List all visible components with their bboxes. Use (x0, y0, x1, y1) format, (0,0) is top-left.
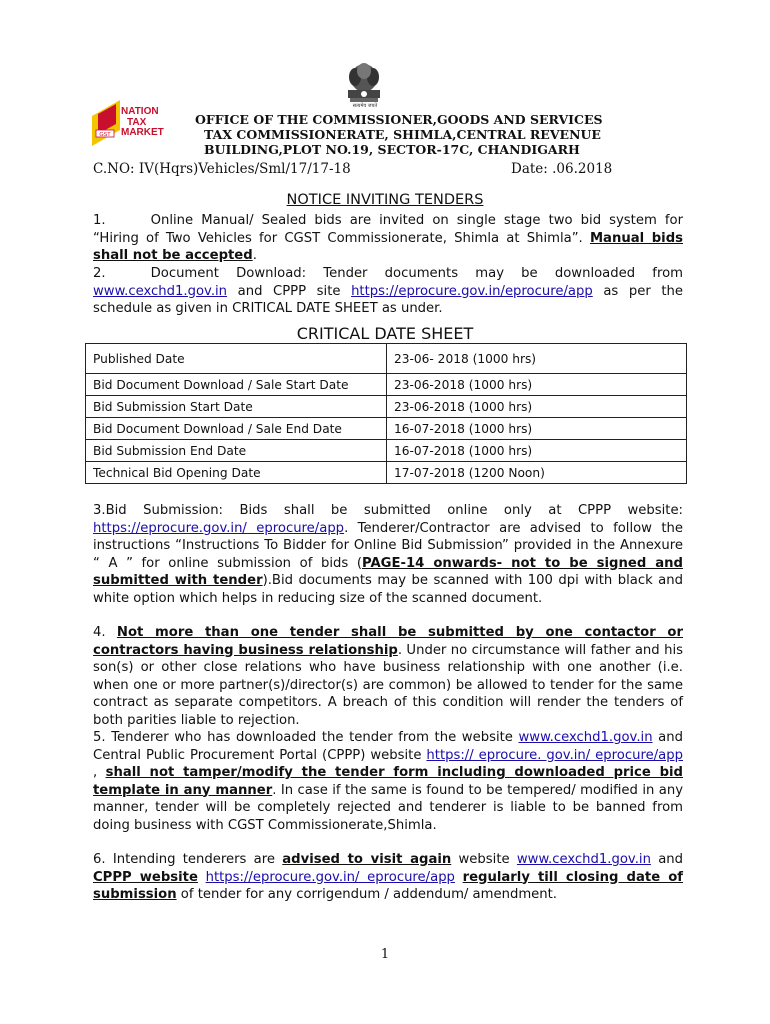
office-line: OFFICE OF THE COMMISSIONER,GOODS AND SERVICES (195, 112, 603, 127)
date-value-cell: 16-07-2018 (1000 hrs) (387, 418, 687, 440)
date-label-cell: Bid Document Download / Sale End Date (86, 418, 387, 440)
para-emphasis: Not more than one tender shall be submitted by one contactor or contractors having business relationship (93, 625, 683, 658)
para-text: . Tenderer/Contractor are advised to follow the instructions “Instructions To Bidder for Online Bid Submission” provided in the Annexure “ A ” for online submission of bids ( (93, 520, 683, 571)
paragraph-2 (93, 265, 683, 318)
table-row (86, 440, 687, 462)
para-text: . Under no circumstance will father and his son(s) or other close relations who have business relationship with one another (i.e. when one or more partner(s)/director(s) are common) be allowed to tender for the same contract as separate competitors. A breach of this condition will render the tenders of both parities liable to rejection. (93, 642, 683, 728)
para-text: and CPPP site (227, 283, 352, 299)
critical-date-sheet-heading: CRITICAL DATE SHEET (296, 324, 474, 343)
para-emphasis: advised to visit again (282, 852, 452, 867)
paragraph-1 (93, 212, 683, 265)
para-text: . (252, 248, 257, 263)
date-value-cell: 17-07-2018 (1200 Noon) (387, 462, 687, 484)
cexchd-link[interactable]: www.cexchd1.gov.in (516, 852, 651, 867)
cexchd-link[interactable]: www.cexchd1.gov.in (518, 730, 653, 745)
para-text: Document Download: Tender documents may be downloaded from (150, 266, 683, 281)
para-text: website (451, 852, 517, 867)
notice-date: Date: .06.2018 (511, 161, 613, 177)
para-text: 5. Tenderer who has downloaded the tender from the website (93, 730, 519, 745)
emblem-caption: सत्यमेव जयते (352, 103, 378, 109)
para-emphasis: CPPP website (93, 869, 198, 885)
cexchd-link[interactable]: www.cexchd1.gov.in (93, 283, 228, 299)
para-text: of tender for any corrigendum / addendum/ amendment. (176, 887, 557, 902)
date-value-cell: 23-06-2018 (1000 hrs) (387, 374, 687, 396)
eprocure-link[interactable]: https:// eprocure. gov.in/ eprocure/app (426, 747, 683, 763)
para-text: 3.Bid Submission: Bids shall be submitted online only at CPPP website: (93, 503, 683, 518)
office-address (195, 112, 665, 157)
date-value-cell: 23-06-2018 (1000 hrs) (387, 396, 687, 418)
para-text: ).Bid documents may be scanned with 100 dpi with black and white option which helps in reducing size of the scanned document. (93, 573, 683, 606)
eprocure-link[interactable]: https://eprocure.gov.in/eprocure/app (351, 283, 593, 299)
paragraph-6 (93, 851, 683, 904)
paragraph-3 (93, 502, 683, 607)
table-row (86, 396, 687, 418)
para-emphasis: shall not tamper/modify the tender form including downloaded price bid template in any manner (93, 765, 683, 798)
para-text (198, 870, 206, 885)
para-text: as per the schedule as given in CRITICAL DATE SHEET as under. (93, 283, 683, 316)
para-text: . In case if the same is found to be tempered/ modified in any manner, tender will be completely rejected and tenderer is liable to be banned from doing business with CGST Commissionerate,Shimla. (93, 782, 683, 833)
table-row (86, 462, 687, 484)
para-text: , (93, 765, 106, 780)
eprocure-link[interactable]: https://eprocure.gov.in/ eprocure/app (93, 520, 345, 536)
para-number: 1. (93, 213, 106, 228)
date-label-cell: Published Date (86, 344, 387, 374)
paragraph-5 (93, 729, 683, 834)
page-number: 1 (380, 947, 390, 962)
office-line: BUILDING,PLOT NO.19, SECTOR-17C, CHANDIGARH (204, 142, 580, 157)
date-label-cell: Bid Submission End Date (86, 440, 387, 462)
logo-badge: GST (99, 132, 111, 138)
date-label-cell: Bid Document Download / Sale Start Date (86, 374, 387, 396)
para-number: 2. (93, 266, 106, 281)
para-emphasis: PAGE-14 onwards- not to be signed and submitted with tender (93, 555, 683, 588)
office-line: TAX COMMISSIONERATE, SHIMLA,CENTRAL REVENUE (204, 127, 601, 142)
logo-line: TAX (127, 116, 147, 128)
logo-line: MARKET (121, 127, 164, 138)
para-text: 6. Intending tenderers are (93, 852, 283, 867)
date-value-cell: 16-07-2018 (1000 hrs) (387, 440, 687, 462)
logo-text (121, 107, 164, 139)
para-text: and Central Public Procurement Portal (CPPP) website (93, 730, 683, 763)
date-label-cell: Bid Submission Start Date (86, 396, 387, 418)
file-number: C.NO: IV(Hqrs)Vehicles/Sml/17/17-18 (93, 161, 351, 177)
table-row (86, 374, 687, 396)
logo-line: NATION (121, 106, 159, 117)
para-text: and (650, 852, 684, 867)
para-text: Online Manual/ Sealed bids are invited on single stage two bid system for “Hiring of Two Vehicles for CGST Commissionerate, Shimla at Shimla”. (93, 213, 683, 246)
para-number: 4. (93, 625, 117, 640)
paragraph-4 (93, 624, 683, 729)
table-row (86, 418, 687, 440)
table-row (86, 344, 687, 374)
para-emphasis: regularly till closing date of submission (93, 869, 684, 902)
date-value-cell: 23-06- 2018 (1000 hrs) (387, 344, 687, 374)
eprocure-link[interactable]: https://eprocure.gov.in/ eprocure/app (205, 869, 455, 885)
date-label-cell: Technical Bid Opening Date (86, 462, 387, 484)
page-title: NOTICE INVITING TENDERS (286, 192, 484, 208)
critical-date-table (85, 343, 687, 484)
reference-line (93, 161, 683, 177)
para-emphasis: Manual bids shall not be accepted (93, 230, 683, 263)
para-text (455, 870, 463, 885)
